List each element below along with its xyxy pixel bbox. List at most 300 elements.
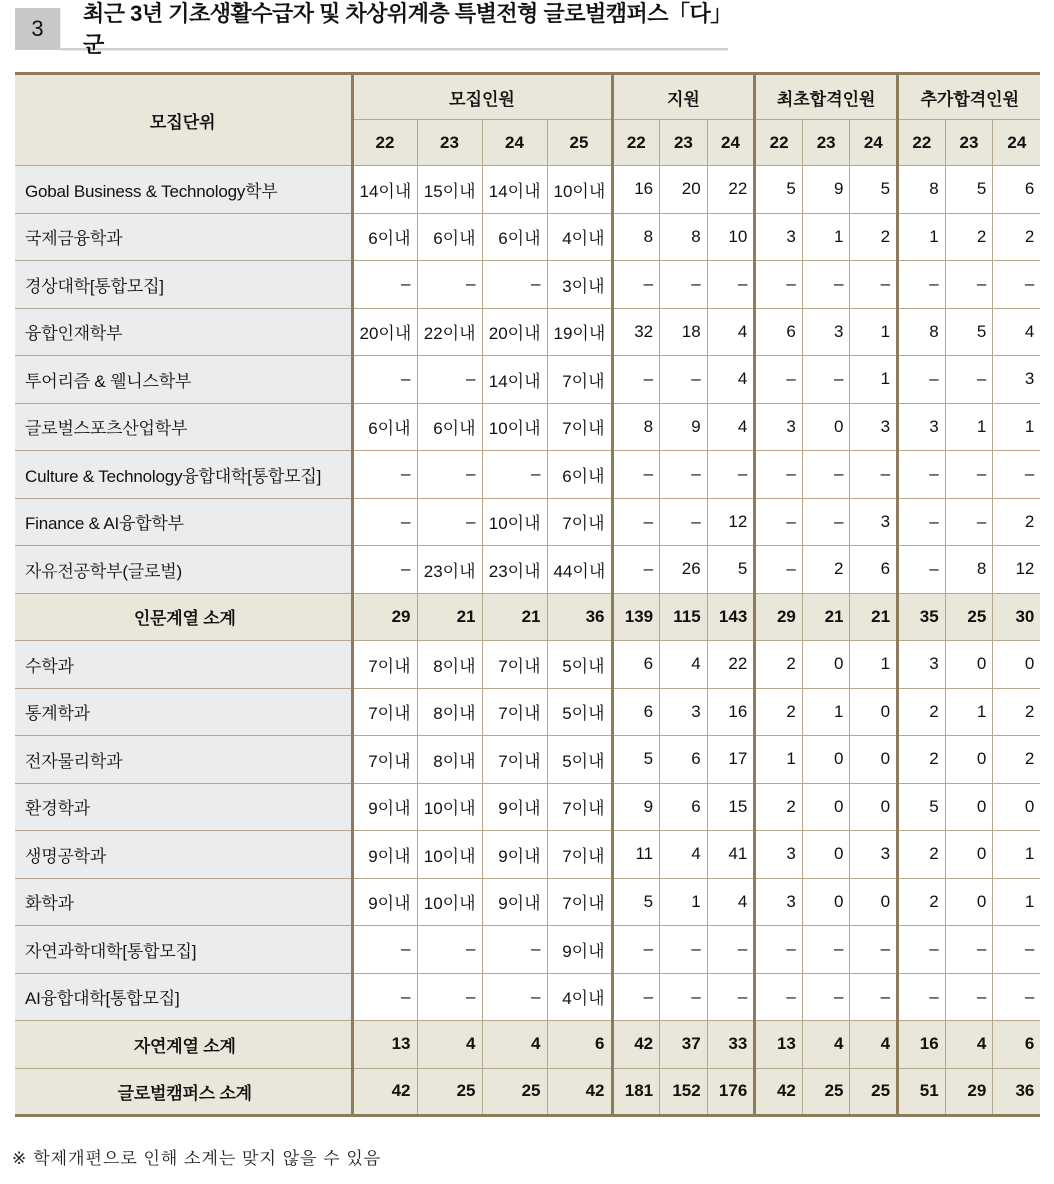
cell-value: 6이내: [482, 213, 547, 261]
cell-value: –: [993, 451, 1041, 499]
cell-value: 10: [707, 213, 755, 261]
cell-value: 0: [850, 688, 898, 736]
cell-value: 0: [850, 783, 898, 831]
header-group-recruit: 모집인원: [352, 74, 612, 120]
cell-value: 3: [850, 403, 898, 451]
cell-value: –: [660, 261, 708, 309]
subtotal-row: [15, 1068, 1040, 1116]
cell-value: 4: [660, 831, 708, 879]
cell-value: –: [898, 451, 946, 499]
cell-value: –: [612, 356, 660, 404]
cell-value: –: [850, 451, 898, 499]
header-unit: 모집단위: [15, 74, 352, 166]
cell-value: 7이내: [352, 736, 417, 784]
cell-value: –: [802, 451, 850, 499]
cell-value: –: [352, 498, 417, 546]
cell-value: 13: [755, 1021, 803, 1069]
cell-value: –: [850, 926, 898, 974]
cell-value: 5: [850, 166, 898, 214]
cell-value: 3: [898, 641, 946, 689]
row-label: Culture & Technology융합대학[통합모집]: [15, 451, 352, 499]
cell-value: 0: [945, 878, 993, 926]
cell-value: 14이내: [482, 166, 547, 214]
cell-value: 7이내: [547, 783, 612, 831]
table-row: [15, 308, 1040, 356]
cell-value: 51: [898, 1068, 946, 1116]
cell-value: 2: [755, 783, 803, 831]
cell-value: 22: [707, 641, 755, 689]
cell-value: 8이내: [417, 736, 482, 784]
table-row: [15, 213, 1040, 261]
cell-value: 5: [612, 736, 660, 784]
cell-value: 3: [993, 356, 1041, 404]
cell-value: 2: [898, 831, 946, 879]
cell-value: –: [898, 546, 946, 594]
cell-value: 9이내: [482, 878, 547, 926]
cell-value: 30: [993, 593, 1041, 641]
cell-value: 10이내: [417, 783, 482, 831]
cell-value: 25: [945, 593, 993, 641]
cell-value: –: [707, 926, 755, 974]
cell-value: 6: [612, 641, 660, 689]
cell-value: –: [482, 261, 547, 309]
cell-value: 2: [898, 736, 946, 784]
cell-value: 4: [945, 1021, 993, 1069]
row-label: 글로벌캠퍼스 소계: [15, 1068, 352, 1116]
cell-value: 181: [612, 1068, 660, 1116]
cell-value: 21: [417, 593, 482, 641]
cell-value: –: [707, 451, 755, 499]
row-label: 환경학과: [15, 783, 352, 831]
cell-value: 6이내: [352, 403, 417, 451]
cell-value: 4: [482, 1021, 547, 1069]
cell-value: 6: [755, 308, 803, 356]
cell-value: –: [802, 356, 850, 404]
cell-value: 0: [945, 783, 993, 831]
cell-value: –: [755, 546, 803, 594]
cell-value: 16: [612, 166, 660, 214]
cell-value: 21: [802, 593, 850, 641]
cell-value: 7이내: [547, 878, 612, 926]
cell-value: 1: [850, 308, 898, 356]
header-year: 22: [898, 120, 946, 166]
cell-value: –: [993, 261, 1041, 309]
cell-value: 18: [660, 308, 708, 356]
cell-value: 0: [945, 641, 993, 689]
cell-value: 4: [417, 1021, 482, 1069]
cell-value: 3: [898, 403, 946, 451]
cell-value: –: [945, 356, 993, 404]
cell-value: –: [802, 973, 850, 1021]
cell-value: 8: [660, 213, 708, 261]
cell-value: –: [417, 926, 482, 974]
cell-value: 14이내: [482, 356, 547, 404]
cell-value: –: [945, 261, 993, 309]
cell-value: 0: [850, 878, 898, 926]
cell-value: 32: [612, 308, 660, 356]
cell-value: 2: [898, 878, 946, 926]
cell-value: –: [945, 926, 993, 974]
cell-value: 9: [802, 166, 850, 214]
cell-value: 7이내: [482, 688, 547, 736]
cell-value: 5: [755, 166, 803, 214]
header-year: 24: [707, 120, 755, 166]
table-row: [15, 878, 1040, 926]
table-row: [15, 166, 1040, 214]
cell-value: 2: [993, 736, 1041, 784]
row-label: 통계학과: [15, 688, 352, 736]
cell-value: –: [352, 973, 417, 1021]
cell-value: 25: [850, 1068, 898, 1116]
cell-value: 3: [850, 498, 898, 546]
cell-value: 0: [945, 736, 993, 784]
cell-value: 20: [660, 166, 708, 214]
footnote: [12, 1144, 381, 1169]
table-row: [15, 261, 1040, 309]
cell-value: 2: [993, 688, 1041, 736]
cell-value: 2: [993, 213, 1041, 261]
cell-value: 3: [755, 878, 803, 926]
cell-value: 0: [802, 878, 850, 926]
row-label: 화학과: [15, 878, 352, 926]
row-label: 수학과: [15, 641, 352, 689]
cell-value: 14이내: [352, 166, 417, 214]
cell-value: 2: [993, 498, 1041, 546]
cell-value: 9: [660, 403, 708, 451]
row-label: 글로벌스포츠산업학부: [15, 403, 352, 451]
row-label: 인문계열 소계: [15, 593, 352, 641]
cell-value: 11: [612, 831, 660, 879]
cell-value: –: [612, 451, 660, 499]
cell-value: 9이내: [352, 831, 417, 879]
cell-value: 5이내: [547, 688, 612, 736]
cell-value: 0: [802, 641, 850, 689]
cell-value: –: [660, 356, 708, 404]
cell-value: 1: [755, 736, 803, 784]
cell-value: 176: [707, 1068, 755, 1116]
cell-value: 5: [898, 783, 946, 831]
row-label: 자연계열 소계: [15, 1021, 352, 1069]
cell-value: 42: [547, 1068, 612, 1116]
header-year: 24: [993, 120, 1041, 166]
cell-value: 8: [898, 308, 946, 356]
cell-value: 139: [612, 593, 660, 641]
cell-value: 3: [802, 308, 850, 356]
cell-value: 5: [945, 308, 993, 356]
cell-value: 9이내: [482, 783, 547, 831]
cell-value: –: [660, 498, 708, 546]
cell-value: 15: [707, 783, 755, 831]
table-row: [15, 831, 1040, 879]
cell-value: 7이내: [547, 831, 612, 879]
cell-value: –: [352, 451, 417, 499]
section-title: [15, 1, 728, 57]
cell-value: 0: [802, 831, 850, 879]
cell-value: 4: [660, 641, 708, 689]
note-text: 학제개편으로 인해 소계는 맞지 않을 수 있음: [33, 1149, 382, 1168]
header-year: 24: [850, 120, 898, 166]
table-row: [15, 498, 1040, 546]
cell-value: –: [993, 973, 1041, 1021]
cell-value: 1: [850, 641, 898, 689]
table-row: [15, 451, 1040, 499]
cell-value: 3: [755, 213, 803, 261]
header-group-extra-pass: 추가합격인원: [898, 74, 1041, 120]
cell-value: 2: [898, 688, 946, 736]
header-year: 22: [352, 120, 417, 166]
table-row: [15, 546, 1040, 594]
table-row: [15, 356, 1040, 404]
cell-value: 6: [850, 546, 898, 594]
cell-value: 2: [755, 688, 803, 736]
row-label: 투어리즘 & 웰니스학부: [15, 356, 352, 404]
cell-value: –: [482, 451, 547, 499]
cell-value: 6: [660, 736, 708, 784]
cell-value: 143: [707, 593, 755, 641]
row-label: 경상대학[통합모집]: [15, 261, 352, 309]
cell-value: 20이내: [482, 308, 547, 356]
cell-value: 1: [993, 831, 1041, 879]
cell-value: 16: [707, 688, 755, 736]
header-year: 23: [417, 120, 482, 166]
cell-value: 6이내: [417, 403, 482, 451]
cell-value: 16: [898, 1021, 946, 1069]
cell-value: –: [755, 261, 803, 309]
cell-value: 10이내: [417, 878, 482, 926]
row-label: 자유전공학부(글로벌): [15, 546, 352, 594]
cell-value: 5: [612, 878, 660, 926]
cell-value: 1: [898, 213, 946, 261]
cell-value: 25: [802, 1068, 850, 1116]
cell-value: 26: [660, 546, 708, 594]
table-row: [15, 783, 1040, 831]
cell-value: –: [352, 356, 417, 404]
cell-value: 4: [707, 878, 755, 926]
cell-value: –: [482, 973, 547, 1021]
cell-value: 5이내: [547, 736, 612, 784]
cell-value: 0: [802, 403, 850, 451]
cell-value: 1: [850, 356, 898, 404]
cell-value: 115: [660, 593, 708, 641]
cell-value: 15이내: [417, 166, 482, 214]
cell-value: 8: [612, 403, 660, 451]
table-row: [15, 736, 1040, 784]
cell-value: 1: [993, 878, 1041, 926]
cell-value: 10이내: [482, 403, 547, 451]
table-row: [15, 688, 1040, 736]
header-year: 22: [755, 120, 803, 166]
cell-value: –: [755, 356, 803, 404]
cell-value: –: [612, 926, 660, 974]
cell-value: 4: [850, 1021, 898, 1069]
cell-value: 2: [945, 213, 993, 261]
header-group-first-pass: 최초합격인원: [755, 74, 898, 120]
cell-value: 22이내: [417, 308, 482, 356]
header-year: 22: [612, 120, 660, 166]
cell-value: 9이내: [352, 878, 417, 926]
header-year: 25: [547, 120, 612, 166]
cell-value: –: [417, 451, 482, 499]
cell-value: 7이내: [482, 736, 547, 784]
cell-value: 12: [993, 546, 1041, 594]
cell-value: –: [352, 261, 417, 309]
cell-value: 4이내: [547, 213, 612, 261]
cell-value: –: [482, 926, 547, 974]
table-row: [15, 973, 1040, 1021]
cell-value: –: [352, 546, 417, 594]
cell-value: –: [945, 451, 993, 499]
cell-value: 25: [417, 1068, 482, 1116]
row-label: AI융합대학[통합모집]: [15, 973, 352, 1021]
cell-value: 0: [802, 736, 850, 784]
cell-value: –: [660, 926, 708, 974]
cell-value: 7이내: [547, 403, 612, 451]
cell-value: –: [660, 973, 708, 1021]
cell-value: 10이내: [547, 166, 612, 214]
cell-value: 7이내: [352, 688, 417, 736]
cell-value: 3이내: [547, 261, 612, 309]
cell-value: 6이내: [417, 213, 482, 261]
cell-value: –: [898, 498, 946, 546]
cell-value: 5: [945, 166, 993, 214]
cell-value: 19이내: [547, 308, 612, 356]
cell-value: –: [945, 973, 993, 1021]
cell-value: 29: [352, 593, 417, 641]
cell-value: –: [417, 356, 482, 404]
cell-value: 23이내: [417, 546, 482, 594]
cell-value: 22: [707, 166, 755, 214]
cell-value: –: [612, 973, 660, 1021]
cell-value: 8이내: [417, 641, 482, 689]
cell-value: 0: [945, 831, 993, 879]
cell-value: 35: [898, 593, 946, 641]
cell-value: 5이내: [547, 641, 612, 689]
cell-value: 0: [993, 641, 1041, 689]
cell-value: –: [707, 973, 755, 1021]
table-body: [15, 166, 1040, 1116]
header-group-apply: 지원: [612, 74, 755, 120]
cell-value: 17: [707, 736, 755, 784]
cell-value: 3: [755, 831, 803, 879]
cell-value: –: [802, 926, 850, 974]
cell-value: 6: [612, 688, 660, 736]
cell-value: 8: [612, 213, 660, 261]
cell-value: 41: [707, 831, 755, 879]
header-year: 24: [482, 120, 547, 166]
cell-value: 6: [660, 783, 708, 831]
cell-value: –: [802, 261, 850, 309]
cell-value: 25: [482, 1068, 547, 1116]
cell-value: –: [755, 451, 803, 499]
cell-value: 7이내: [547, 498, 612, 546]
subtotal-row: [15, 593, 1040, 641]
cell-value: 37: [660, 1021, 708, 1069]
cell-value: –: [755, 973, 803, 1021]
admissions-table: [15, 72, 1040, 1117]
cell-value: 10이내: [482, 498, 547, 546]
note-mark: ※: [12, 1149, 28, 1168]
cell-value: 42: [755, 1068, 803, 1116]
table-header: [15, 74, 1040, 166]
cell-value: 29: [945, 1068, 993, 1116]
cell-value: –: [707, 261, 755, 309]
cell-value: –: [612, 498, 660, 546]
row-label: 융합인재학부: [15, 308, 352, 356]
cell-value: 44이내: [547, 546, 612, 594]
cell-value: 4이내: [547, 973, 612, 1021]
cell-value: 12: [707, 498, 755, 546]
header-year: 23: [945, 120, 993, 166]
cell-value: –: [352, 926, 417, 974]
cell-value: –: [898, 926, 946, 974]
cell-value: –: [850, 261, 898, 309]
cell-value: 2: [850, 213, 898, 261]
cell-value: 36: [547, 593, 612, 641]
cell-value: 4: [993, 308, 1041, 356]
cell-value: 0: [802, 783, 850, 831]
cell-value: 8이내: [417, 688, 482, 736]
cell-value: 13: [352, 1021, 417, 1069]
cell-value: 29: [755, 593, 803, 641]
cell-value: 2: [755, 641, 803, 689]
cell-value: 6이내: [352, 213, 417, 261]
cell-value: –: [898, 973, 946, 1021]
row-label: 전자물리학과: [15, 736, 352, 784]
cell-value: 3: [755, 403, 803, 451]
cell-value: 2: [802, 546, 850, 594]
cell-value: 6이내: [547, 451, 612, 499]
cell-value: –: [417, 261, 482, 309]
cell-value: 6: [547, 1021, 612, 1069]
cell-value: 4: [707, 403, 755, 451]
table-row: [15, 641, 1040, 689]
cell-value: 4: [802, 1021, 850, 1069]
cell-value: –: [755, 926, 803, 974]
cell-value: –: [755, 498, 803, 546]
cell-value: –: [993, 926, 1041, 974]
cell-value: –: [612, 261, 660, 309]
cell-value: 1: [802, 688, 850, 736]
cell-value: 33: [707, 1021, 755, 1069]
cell-value: 6: [993, 1021, 1041, 1069]
cell-value: 6: [993, 166, 1041, 214]
cell-value: 4: [707, 356, 755, 404]
cell-value: –: [660, 451, 708, 499]
cell-value: 8: [945, 546, 993, 594]
cell-value: –: [898, 356, 946, 404]
cell-value: 3: [850, 831, 898, 879]
row-label: 자연과학대학[통합모집]: [15, 926, 352, 974]
row-label: Gobal Business & Technology학부: [15, 166, 352, 214]
cell-value: 20이내: [352, 308, 417, 356]
cell-value: 0: [993, 783, 1041, 831]
table-row: [15, 403, 1040, 451]
cell-value: 7이내: [352, 641, 417, 689]
cell-value: 1: [802, 213, 850, 261]
row-label: 국제금융학과: [15, 213, 352, 261]
cell-value: 7이내: [482, 641, 547, 689]
cell-value: 42: [352, 1068, 417, 1116]
cell-value: 1: [660, 878, 708, 926]
cell-value: 3: [660, 688, 708, 736]
cell-value: 7이내: [547, 356, 612, 404]
cell-value: –: [850, 973, 898, 1021]
cell-value: 21: [850, 593, 898, 641]
cell-value: 10이내: [417, 831, 482, 879]
cell-value: 9이내: [352, 783, 417, 831]
cell-value: 0: [850, 736, 898, 784]
subtotal-row: [15, 1021, 1040, 1069]
